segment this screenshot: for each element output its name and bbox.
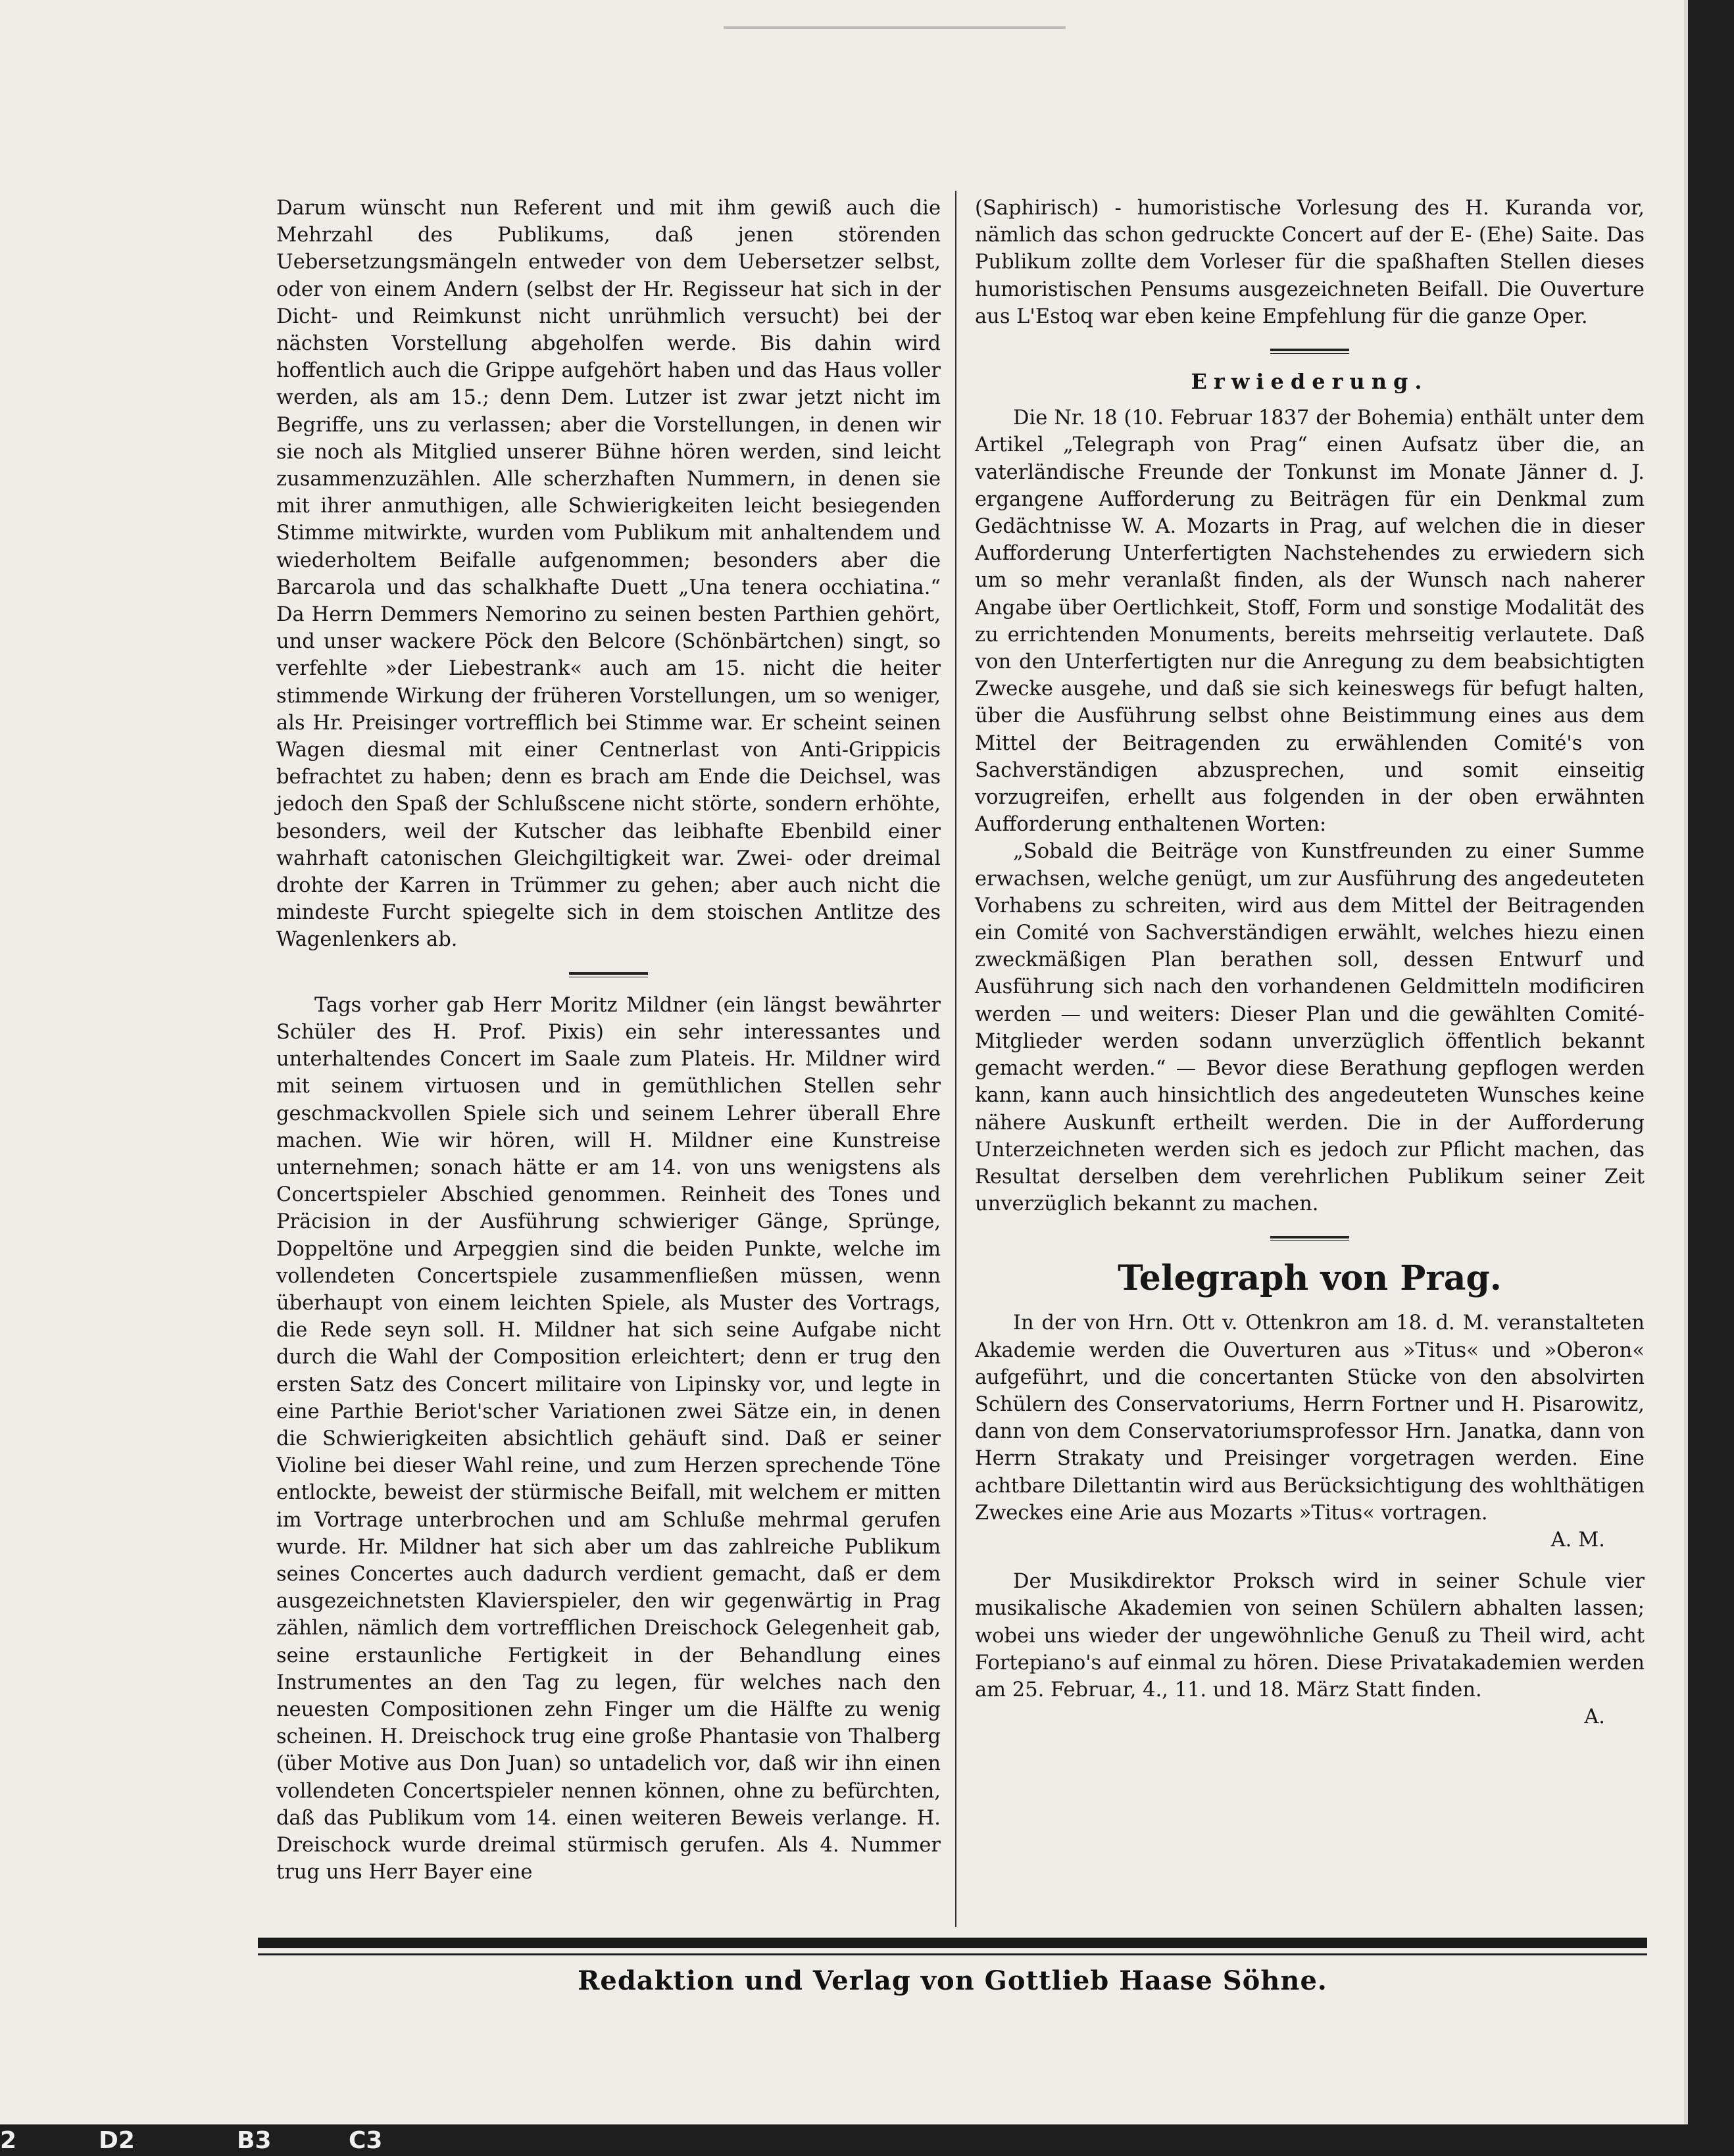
section-heading: Erwiederung. [1191, 369, 1429, 395]
edge-mark: 2 [0, 2127, 17, 2154]
article-paragraph: Tags vorher gab Herr Moritz Mildner (ein längst bewährter Schüler des H. Prof. Pixis) ein sehr interessantes und unterhaltendes Concert im Saale zum Plateis. Hr. Mildner wird mit seinem virtuosen und in gemüthlichen Stellen sehr geschmackvollen Spiele sich und seinem Lehrer überall Ehre machen. Wie wir hören, will H. Mildner eine Kunstreise unternehmen; sonach hätte er am 14. von uns wenigstens als Concertspieler Abschied genommen. Reinheit des Tones und Präcision in der Ausführung schwieriger Gänge, Sprünge, Doppeltöne und Arpeggien sind die beiden Punkte, welche im vollendeten Concertspiele zusammenfließen müssen, wenn überhaupt von einem leichten Spiele, als Muster des Vortrags, die Rede seyn soll. H. Mildner hat sich seine Aufgabe nicht durch die Wahl der Composition erleichtert; denn er trug den ersten Satz des Concert militaire von Lipinsky vor, und legte in eine Parthie Beriot'scher Variationen zwei Sätze ein, in denen die Schwierigkeiten absichtlich gehäuft sind. Daß er seiner Violine bei dieser Wahl reine, und zum Herzen sprechende Töne entlockte, beweist der stürmische Beifall, mit welchem er mitten im Vortrage unterbrochen und am Schluße mehrmal gerufen wurde. Hr. Mildner hat sich aber um das zahlreiche Publikum seines Concertes auch dadurch verdient gemacht, daß er dem ausgezeichnetsten Klavierspieler, den wir gegenwärtig in Prag zählen, nämlich dem vortrefflichen Dreischock Gelegenheit gab, seine erstaunliche Fertigkeit in der Behandlung eines Instrumentes an den Tag zu legen, für welches nach den neuesten Compositionen zehn Finger um die Hälfte zu wenig scheinen. H. Dreischock trug eine große Phantasie von Thalberg (über Motive aus Don Juan) so untadelich vor, daß wir ihn einen vollendeten Concertspieler nennen können, ohne zu befürchten, daß das Publikum vom 14. einen weiteren Beweis verlange. H. Dreischock wurde dreimal stürmisch gerufen. Als 4. Nummer trug uns Herr Bayer eine [276, 993, 941, 1884]
edge-mark: B3 [237, 2127, 272, 2154]
section-divider [1270, 349, 1349, 351]
edge-mark: D2 [99, 2127, 135, 2154]
footer-rule [258, 1938, 1647, 1948]
author-signature: A. [1584, 1705, 1605, 1729]
section-title: Telegraph von Prag. [1118, 1258, 1502, 1299]
footer-rule [258, 1953, 1647, 1955]
article-paragraph: Der Musikdirektor Proksch wird in seiner Schule vier musikalische Akademien von seinen Schülern abhalten lassen; wobei uns wieder der ungewöhnliche Genuß zu Theil wird, acht Fortepiano's auf einmal zu hören. Diese Privatakademien werden am 25. Februar, 4., 11. und 18. März Statt finden. [975, 1570, 1645, 1702]
left-column [276, 195, 941, 1886]
article-paragraph: Die Nr. 18 (10. Februar 1837 der Bohemia) enthält unter dem Artikel „Telegraph von Prag“ einen Aufsatz über die, an vaterländische Freunde der Tonkunst im Monate Jänner d. J. ergangene Aufforderung zu Beiträgen für ein Denkmal zum Gedächtnisse W. A. Mozarts in Prag, auf welchen die in dieser Aufforderung Unterfertigten Nachstehendes zu erwiedern sich um so mehr veranlaßt finden, als der Wunsch nach naherer Angabe über Oertlichkeit, Stoff, Form und sonstige Modalität des zu errichtenden Monuments, bereits mehrseitig verlautete. Daß von den Unterfertigten nur die Anregung zu dem beabsichtigten Zwecke ausgehe, und daß sie sich keineswegs für befugt halten, über die Ausführung selbst ohne Beistimmung eines aus dem Mittel der Beitragenden zu erwählenden Comité's von Sachverständigen abzusprechen, und somit einseitig vorzugreifen, erhellt aus folgenden in der oben erwähnten Aufforderung enthaltenen Worten: [975, 406, 1645, 837]
quoted-paragraph: „Sobald die Beiträge von Kunstfreunden zu einer Summe erwachsen, welche genügt, um zur Ausführung des angedeuteten Vorhabens zu schreiten, wird aus dem Mittel der Beitragenden ein Comité von Sachverständigen erwählt, welches hiezu einen zweckmäßigen Plan berathen soll, dessen Entwurf und Ausführung sich nach den vorhandenen Geldmitteln modificiren werden — und weiters: Dieser Plan und die gewählten Comité-Mitglieder werden sodann unverzüglich öffentlich bekannt gemacht werden.“ — Bevor diese Berathung gepflogen werden kann, kann auch hinsichtlich des angedeuteten Wunsches keine nähere Auskunft ertheilt werden. Die in der Aufforderung Unterzeichneten werden sich es jedoch zur Pflicht machen, das Resultat derselben dem verehrlichen Publikum seiner Zeit unverzüglich bekannt zu machen. [975, 840, 1645, 1216]
section-divider [569, 972, 648, 975]
edge-mark: C3 [349, 2127, 383, 2154]
author-signature: A. M. [1550, 1528, 1605, 1552]
article-paragraph: In der von Hrn. Ott v. Ottenkron am 18. d. M. veranstalteten Akademie werden die Ouverturen aus »Titus« und »Oberon« aufgeführt, und die concertanten Stücke von den absolvirten Schülern des Conservatoriums, Herrn Fortner und H. Pisarowitz, dann von dem Conservatoriumsprofessor Hrn. Janatka, dann von Herrn Strakaty und Preisinger vorgetragen werden. Eine achtbare Dilettantin wird aus Berücksichtigung des wohlthätigen Zweckes eine Arie aus Mozarts »Titus« vortragen. [975, 1311, 1645, 1525]
scan-edge-marks [0, 2126, 1734, 2156]
column-divider [955, 191, 956, 1927]
right-column [975, 195, 1645, 1730]
publisher-imprint: Redaktion und Verlag von Gottlieb Haase Söhne. [578, 1965, 1327, 1996]
print-smudge [724, 26, 1066, 29]
section-divider [1270, 1236, 1349, 1238]
article-paragraph: (Saphirisch) - humoristische Vorlesung des H. Kuranda vor, nämlich das schon gedruckte Concert auf der E- (Ehe) Saite. Das Publikum zollte dem Vorleser für die spaßhaften Stellen dieses humoristischen Pensums ausgezeichneten Beifall. Die Ouverture aus L'Estoq war eben keine Empfehlung für die ganze Oper. [975, 197, 1645, 328]
article-paragraph: Darum wünscht nun Referent und mit ihm gewiß auch die Mehrzahl des Publikums, daß jenen störenden Uebersetzungsmängeln entweder von dem Uebersetzer selbst, oder von einem Andern (selbst der Hr. Regisseur hat sich in der Dicht- und Reimkunst nicht unrühmlich versucht) bei der nächsten Vorstellung abgeholfen werde. Bis dahin wird hoffentlich auch die Grippe aufgehört haben und das Haus voller werden, als am 15.; denn Dem. Lutzer ist zwar jetzt nicht im Begriffe, uns zu verlassen; aber die Vorstellungen, in denen wir sie noch als Mitglied unserer Bühne hören werden, sind leicht zusammenzuzählen. Alle scherzhaften Nummern, in denen sie mit ihrer anmuthigen, alle Schwierigkeiten leicht besiegenden Stimme mitwirkte, wurden vom Publikum mit anhaltendem und wiederholtem Beifalle aufgenommen; besonders aber die Barcarola und das schalkhafte Duett „Una tenera occhiatina.“ Da Herrn Demmers Nemorino zu seinen besten Parthien gehört, und unser wackere Pöck den Belcore (Schönbärtchen) singt, so verfehlte »der Liebestrank« auch am 15. nicht die heiter stimmende Wirkung der früheren Vorstellungen, um so weniger, als Hr. Preisinger vortrefflich bei Stimme war. Er scheint seinen Wagen diesmal mit einer Centnerlast von Anti-Grippicis befrachtet zu haben; denn es brach am Ende die Deichsel, was jedoch den Spaß der Schlußscene nicht störte, sondern erhöhte, besonders, weil der Kutscher das leibhafte Ebenbild einer wahrhaft catonischen Gleichgiltigkeit war. Zwei- oder dreimal drohte der Karren in Trümmer zu gehen; aber auch nicht die mindeste Furcht spiegelte sich in dem stoischen Antlitze des Wagenlenkers ab. [276, 197, 941, 952]
